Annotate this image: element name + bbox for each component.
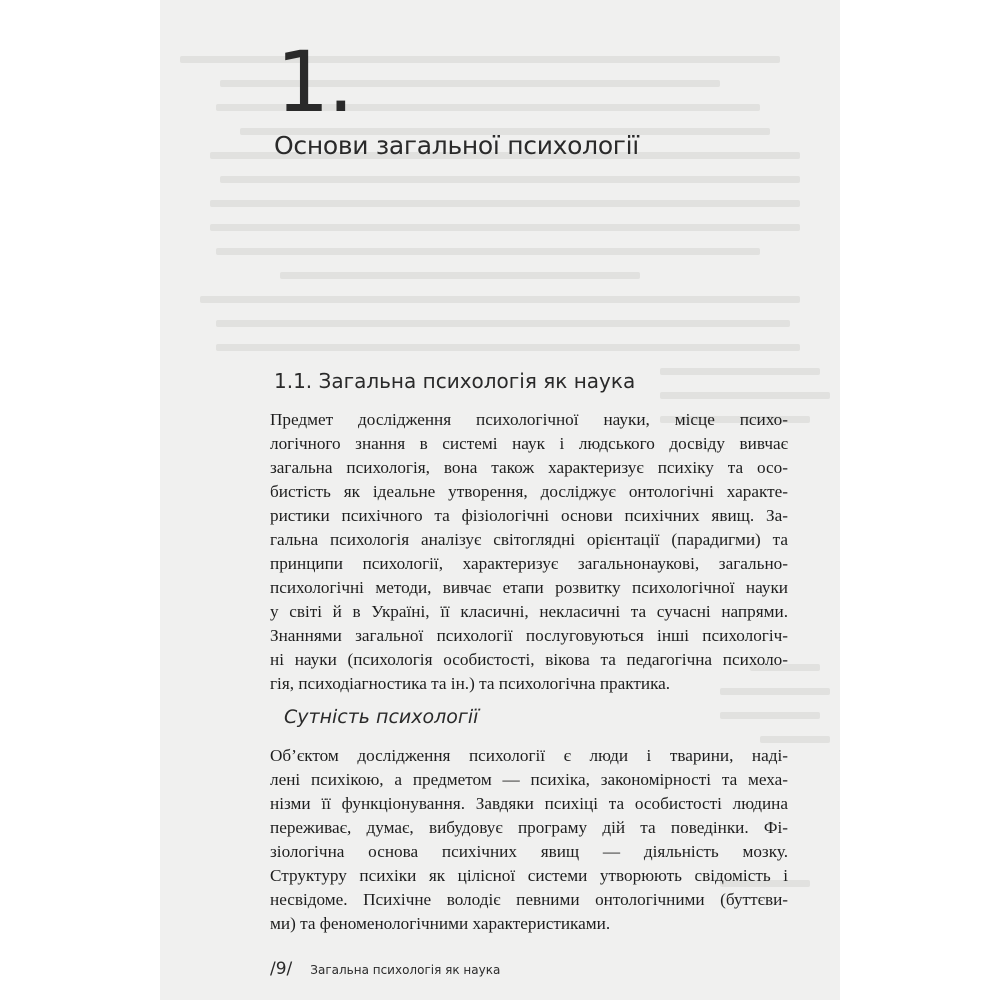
text-line: нізми її функціонування. Завдяки психіці та особистості людина xyxy=(270,794,788,813)
text-line: у світі й в Україні, її класичні, некласичні та сучасні напрями. xyxy=(270,602,788,621)
running-head: Загальна психологія як наука xyxy=(310,963,501,977)
text-line: лені психікою, а предметом — психіка, закономірності та меха- xyxy=(270,770,788,789)
show-through-line xyxy=(220,176,800,183)
show-through-line xyxy=(280,272,640,279)
text-line: бистість як ідеальне утворення, досліджує онтологічні характе- xyxy=(270,482,788,501)
text-line: психологічні методи, вивчає етапи розвитку психологічної науки xyxy=(270,578,788,597)
show-through-line xyxy=(660,368,820,375)
show-through-line xyxy=(180,56,780,63)
show-through-line xyxy=(216,344,800,351)
chapter-number: 1. xyxy=(276,33,353,131)
chapter-title: Основи загальної психології xyxy=(274,131,639,160)
text-line: переживає, думає, вибудовує програму дій та поведінки. Фі- xyxy=(270,818,788,837)
page-footer xyxy=(270,959,500,979)
text-line: ми) та феноменологічними характеристиками. xyxy=(270,914,611,933)
text-line: ристики психічного та фізіологічні основи психічних явищ. За- xyxy=(270,506,788,525)
show-through-line xyxy=(200,296,800,303)
subsection-paragraph xyxy=(270,744,788,936)
text-line: Об’єктом дослідження психології є люди і тварини, наді- xyxy=(270,746,788,765)
section-paragraph xyxy=(270,408,788,696)
show-through-line xyxy=(760,736,830,743)
text-line: принципи психології, характеризує загальнонаукові, загально- xyxy=(270,554,788,573)
subsection-title: Сутність психології xyxy=(284,706,479,728)
book-page xyxy=(160,0,840,1000)
page-number: /9/ xyxy=(270,959,293,979)
section-title: 1.1. Загальна психологія як наука xyxy=(274,369,636,393)
text-line: загальна психологія, вона також характеризує психіку та осо- xyxy=(270,458,788,477)
text-line: несвідоме. Психічне володіє певними онтологічними (буттєви- xyxy=(270,890,788,909)
text-line: Структуру психіки як цілісної системи утворюють свідомість і xyxy=(270,866,788,885)
show-through-line xyxy=(216,320,790,327)
show-through-line xyxy=(210,200,800,207)
text-line: логічного знання в системі наук і людського досвіду вивчає xyxy=(270,434,788,453)
show-through-line xyxy=(660,392,830,399)
text-line: гальна психологія аналізує світоглядні орієнтації (парадигми) та xyxy=(270,530,788,549)
show-through-line xyxy=(216,248,760,255)
show-through-line xyxy=(210,224,800,231)
text-line: Знаннями загальної психології послуговуються інші психологіч- xyxy=(270,626,788,645)
show-through-line xyxy=(720,712,820,719)
text-line: Предмет дослідження психологічної науки, місце психо- xyxy=(270,410,788,429)
text-line: гія, психодіагностика та ін.) та психологічна практика. xyxy=(270,674,671,693)
text-line: ні науки (психологія особистості, вікова та педагогічна психоло- xyxy=(270,650,788,669)
text-line: зіологічна основа психічних явищ — діяльність мозку. xyxy=(270,842,788,861)
